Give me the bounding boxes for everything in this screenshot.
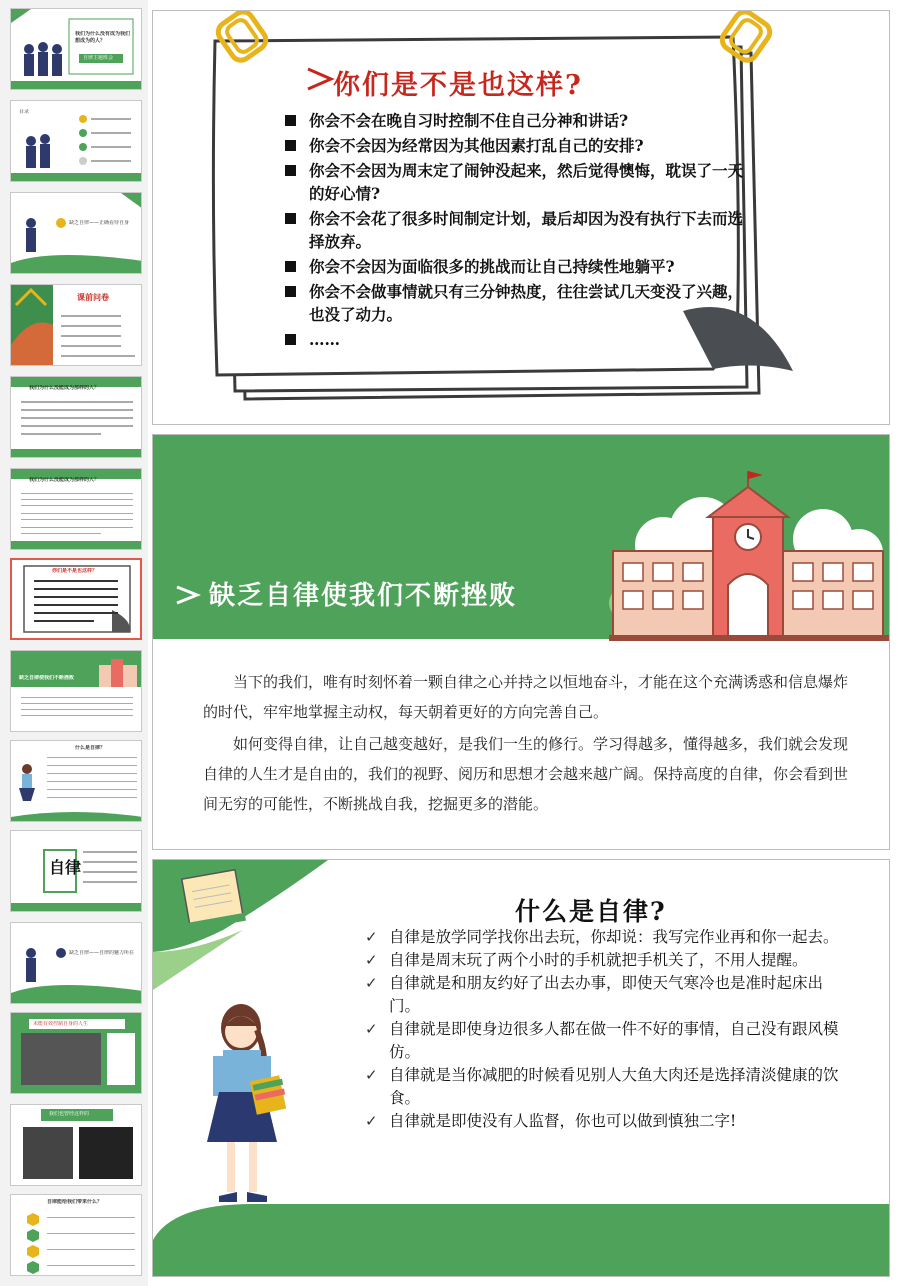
thumbnail-slide-8[interactable] (10, 650, 142, 732)
thumbnail-slide-10[interactable] (10, 830, 142, 912)
list-item: ✓ 自律就是和朋友约好了出去办事，即使天气寒冷也是准时起床出门。 (365, 972, 845, 1018)
list-item: …… (283, 328, 753, 351)
thumbnail-title: 未能有效控制自身的人生 (33, 1021, 89, 1027)
definition-list (365, 926, 845, 1133)
section-illustration (11, 923, 142, 1004)
thumbnail-slide-14[interactable] (10, 1194, 142, 1276)
thumbnail-title: 我们为什么没能成为那样的人？ (29, 385, 100, 391)
thumbnail-slide-1[interactable] (10, 8, 142, 90)
list-item: 你会不会因为经常因为其他因素打乱自己的安排? (283, 134, 753, 157)
list-item: 你会不会因为面临很多的挑战而让自己持续性地躺平? (283, 255, 753, 278)
paragraph: 当下的我们，唯有时刻怀着一颗自律之心并持之以恒地奋斗，才能在这个充满诱惑和信息爆炸的时代，牢牢地掌握主动权，每天朝着更好的方向完善自己。 (203, 673, 849, 721)
slide-title: 什么是自律? (515, 897, 667, 926)
thumbnail-title: 缺乏自律——正确看待自身 (69, 220, 130, 226)
thumbnail-badge: 自律主题班会 (83, 55, 114, 61)
school-illustration (11, 651, 142, 691)
thumbnail-title: 目录 (19, 109, 30, 115)
thumbnail-slide-7-active[interactable] (10, 558, 142, 640)
thumbnail-slide-11[interactable] (10, 922, 142, 1004)
list-item: 你会不会因为周末定了闹钟没起来，然后觉得懊悔，耽误了一天的好心情? (283, 159, 753, 205)
thumbnail-title: 缺乏自律使我们不断挫败 (19, 675, 75, 681)
list-item: ✓ 自律是放学同学找你出去玩，你却说：我写完作业再和你一起去。 (365, 926, 845, 949)
thumbnail-title: 自律能给我们带来什么？ (47, 1199, 103, 1205)
graduates-illustration (11, 9, 142, 90)
graduates-illustration (11, 101, 142, 182)
list-item: 你会不会在晚自习时控制不住自己分神和讲话? (283, 109, 753, 132)
thumbnail-footer-bar (11, 903, 141, 911)
list-item: 你会不会花了很多时间制定计划，最后却因为没有执行下去而选择放弃。 (283, 207, 753, 253)
thumbnail-footer-bar (11, 81, 141, 89)
thumbnail-footer-bar (11, 449, 141, 457)
thumbnail-title: 缺乏自律——自律的魅力所在 (69, 950, 135, 956)
slide-questions (152, 10, 890, 425)
thumbnail-title: 我们也曾经这样的 (49, 1111, 90, 1117)
hexagon-illustration (11, 1195, 142, 1276)
thumbnail-slide-3[interactable] (10, 192, 142, 274)
list-item: ✓ 自律就是即使身边很多人都在做一件不好的事情，自己没有跟风模仿。 (365, 1018, 845, 1064)
thumbnail-title: 课前问卷 (77, 293, 109, 302)
list-item: ✓ 自律就是即使没有人监督，你也可以做到慎独二字! (365, 1110, 845, 1133)
slide-title: 缺乏自律使我们不断挫败 (209, 581, 518, 611)
slide-frustration (152, 434, 890, 850)
thumbnail-slide-9[interactable] (10, 740, 142, 822)
thumbnail-slide-12[interactable] (10, 1012, 142, 1094)
thumbnail-footer-bar (11, 541, 141, 549)
question-list (283, 109, 753, 353)
list-item: 你会不会做事情就只有三分钟热度，往往尝试几天变没了兴趣，也没了动力。 (283, 280, 753, 326)
thumbnail-title: 我们为什么没能成为那样的人？ (29, 477, 100, 483)
thumbnail-slide-6[interactable] (10, 468, 142, 550)
thumbnail-title: 自律 (49, 859, 82, 877)
slide-what-is-self-discipline (152, 859, 890, 1277)
thumbnail-slide-2[interactable] (10, 100, 142, 182)
thumbnail-footer-bar (11, 173, 141, 181)
list-item: ✓ 自律是周末玩了两个小时的手机就把手机关了，不用人提醒。 (365, 949, 845, 972)
thumbnail-title: 什么是自律？ (75, 745, 106, 751)
thumbnail-title: 我们为什么没有成为我们想成为的人？ (75, 31, 131, 44)
paragraph: 如何变得自律，让自己越变越好，是我们一生的修行。学习得越多，懂得越多，我们就会发现自律的人生才是自由的，我们的视野、阅历和思想才会越来越广阔。保持高度的自律，你会看到世间无穷的可能性，不断挑战自我，挖掘更多的潜能。 (203, 735, 849, 813)
thumbnail-slide-13[interactable] (10, 1104, 142, 1186)
school-banner-illustration (153, 435, 889, 645)
thumbnail-title: 你们是不是也这样？ (52, 568, 98, 574)
thumbnail-slide-4[interactable] (10, 284, 142, 366)
thumbnail-slide-5[interactable] (10, 376, 142, 458)
slide-thumbnail-panel (0, 0, 148, 1286)
list-item: ✓ 自律就是当你减肥的时候看见别人大鱼大肉还是选择清淡健康的饮食。 (365, 1064, 845, 1110)
slide-title: 你们是不是也这样? (333, 70, 583, 101)
section-illustration (11, 193, 142, 274)
